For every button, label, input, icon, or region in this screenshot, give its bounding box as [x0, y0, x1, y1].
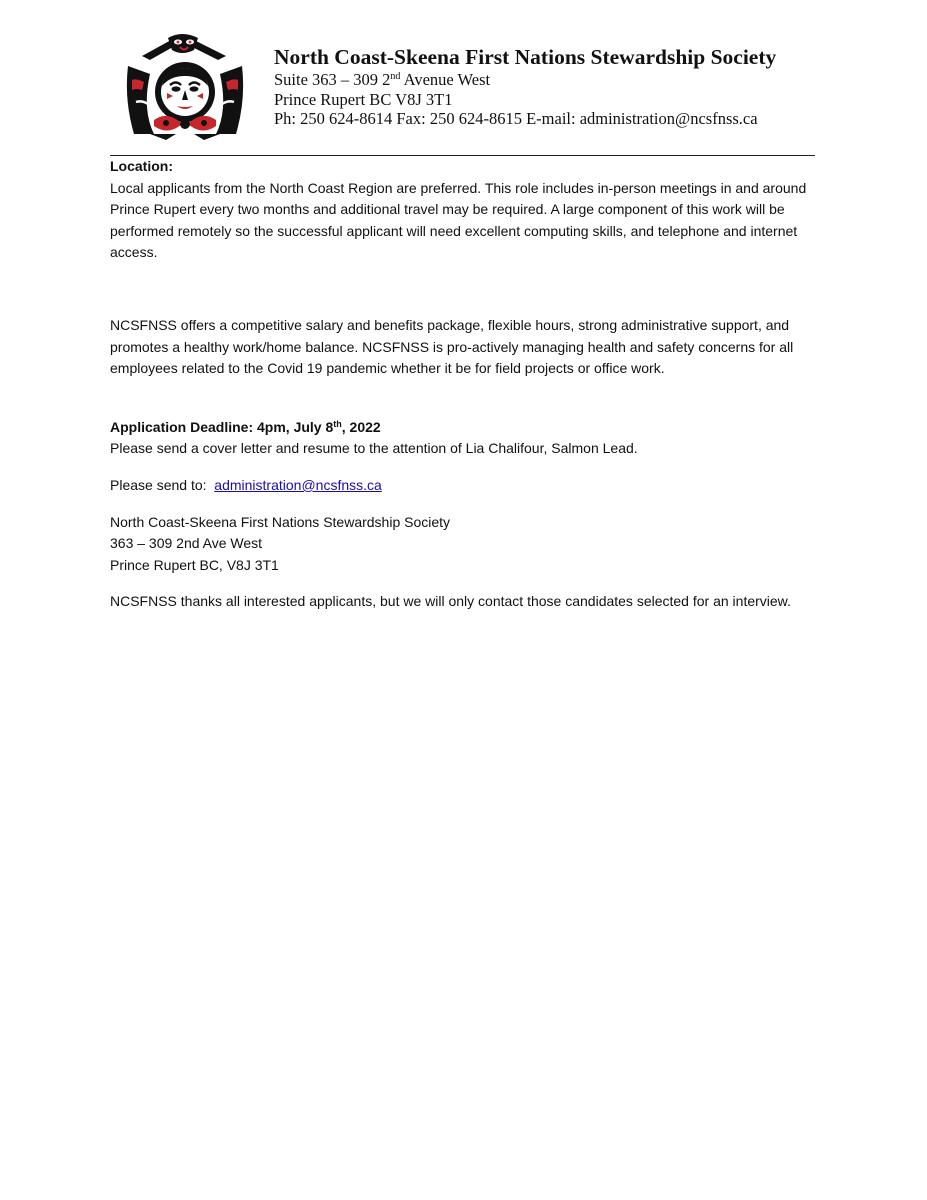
- send-to-label: Please send to:: [110, 476, 207, 493]
- coast-salish-formline-logo-icon: [120, 30, 250, 142]
- mailing-address-line: 363 – 309 2nd Ave West: [110, 535, 263, 552]
- deadline-superscript: th: [333, 418, 342, 429]
- deadline-text: Application Deadline: 4pm, July 8: [110, 418, 334, 435]
- spacer: [110, 380, 820, 417]
- address-line-1-text: Suite 363 – 309 2: [274, 70, 391, 89]
- location-heading: Location:: [110, 158, 173, 174]
- org-address-line-1: [274, 70, 776, 90]
- benefits-paragraph: NCSFNSS offers a competitive salary and benefits package, flexible hours, strong administrative support, and promotes a healthy work/home balance. NCSFNSS is pro-actively managing health and safety concerns for all employees related to the Covid 19 pandemic whether it be for field projects or office work.: [110, 316, 794, 377]
- spacer: [110, 460, 820, 475]
- document-body: [110, 156, 820, 613]
- org-contact-line: Ph: 250 624-8614 Fax: 250 624-8615 E-mail: administration@ncsfnss.ca: [274, 109, 758, 128]
- application-deadline: [110, 417, 820, 439]
- mailing-address-line: North Coast-Skeena First Nations Stewardship Society: [110, 513, 451, 530]
- address-line-1-superscript: nd: [390, 71, 401, 82]
- letterhead: [0, 0, 927, 160]
- send-to-email-link[interactable]: administration@ncsfnss.ca: [214, 476, 382, 493]
- spacer: [110, 497, 820, 512]
- org-name: North Coast-Skeena First Nations Stewardship Society: [274, 45, 777, 69]
- location-paragraph: Local applicants from the North Coast Region are preferred. This role includes in-person meetings in and around Prince Rupert every two months and additional travel may be required. A large component of this work will be performed remotely so the successful applicant will need excellent computing skills, and telephone and internet access.: [110, 179, 807, 261]
- application-instructions: Please send a cover letter and resume to the attention of Lia Chalifour, Salmon Lead.: [110, 440, 638, 457]
- mailing-address-line: Prince Rupert BC, V8J 3T1: [110, 556, 279, 573]
- address-line-1-suffix: Avenue West: [400, 70, 491, 89]
- spacer: [110, 264, 820, 315]
- org-address-line-2: Prince Rupert BC V8J 3T1: [274, 89, 453, 109]
- spacer: [110, 576, 820, 591]
- send-to-line: [110, 475, 820, 497]
- organization-block: [274, 44, 776, 129]
- deadline-year: , 2022: [341, 418, 381, 435]
- closing-paragraph: NCSFNSS thanks all interested applicants, but we will only contact those candidates selected for an interview.: [110, 593, 791, 610]
